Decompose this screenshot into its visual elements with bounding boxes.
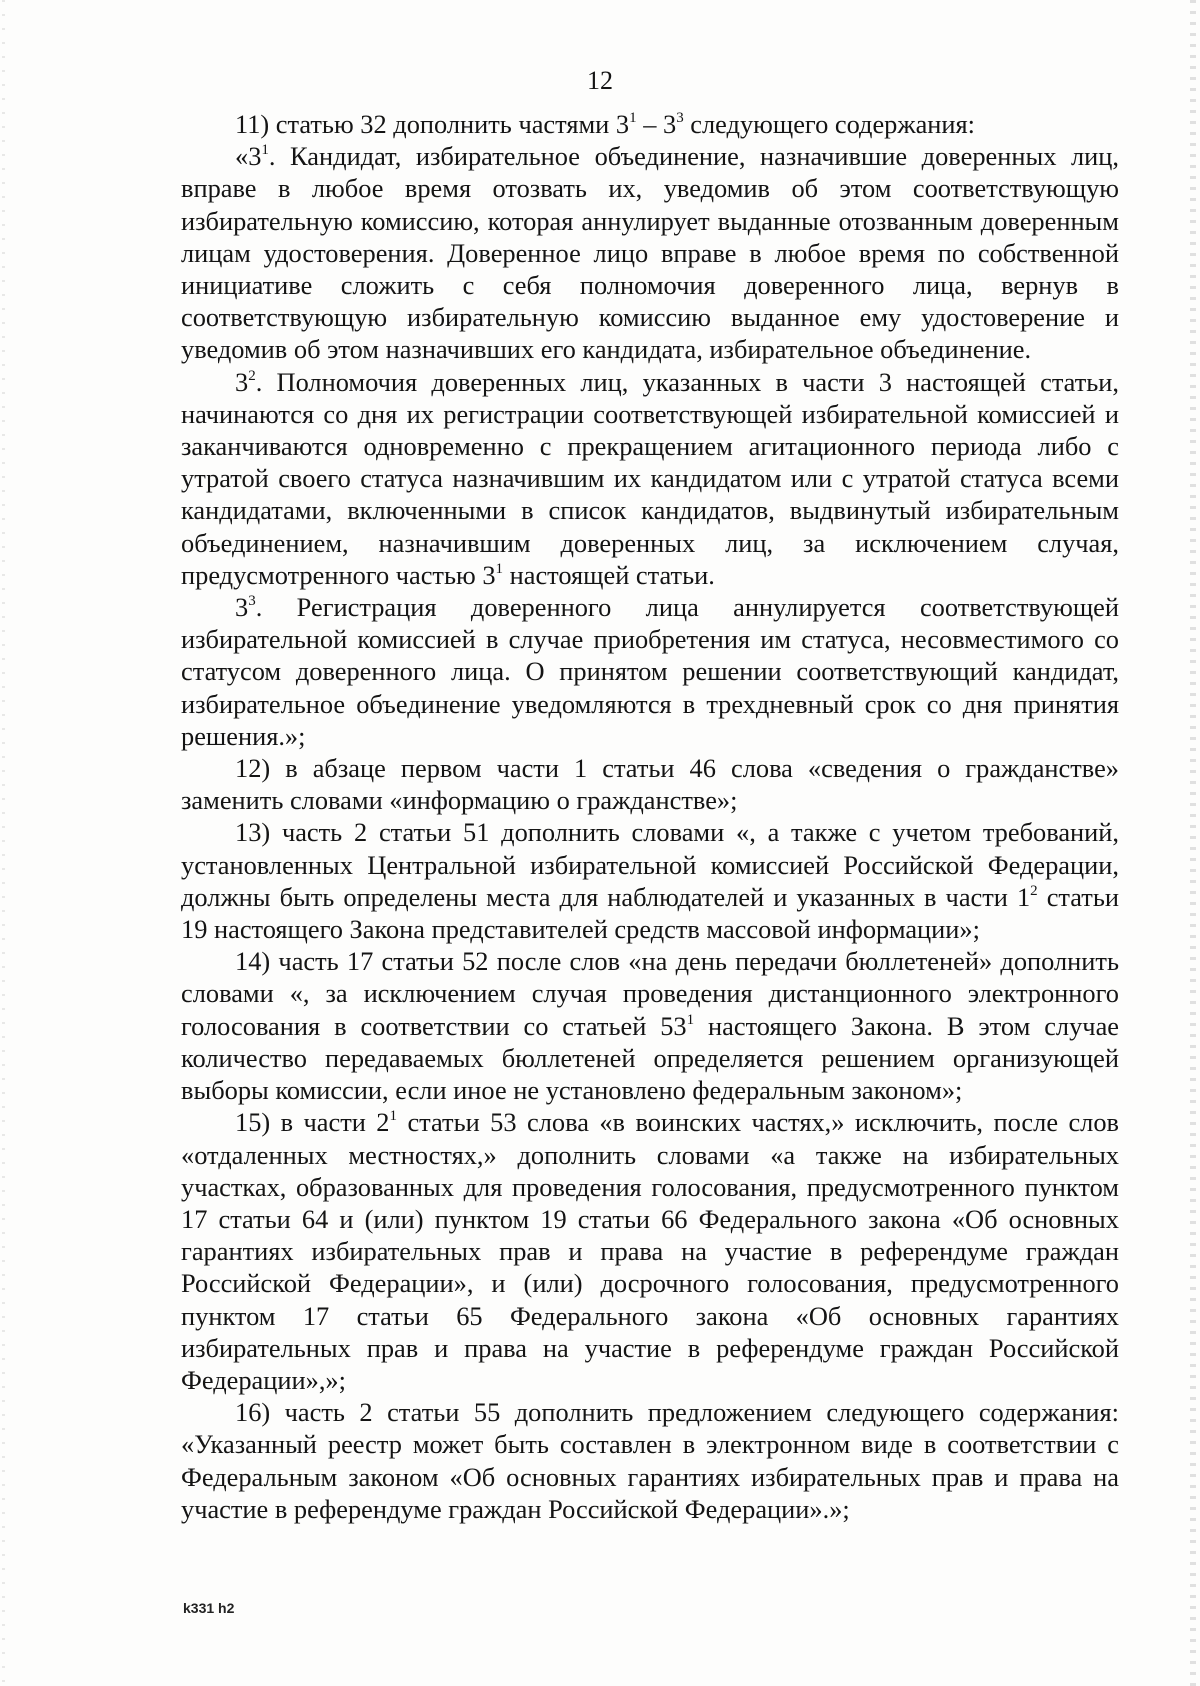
superscript: 2 [1030,882,1038,899]
superscript: 1 [389,1108,398,1125]
item-13 [181,816,1119,945]
text: статьи 19 настоящего Закона представителей средств массовой информации»; [181,881,1119,945]
scan-edge-left [2,0,5,1686]
text: статьи 53 слова «в воинских частях,» исключить, после слов «отдаленных местностях,» дополнить словами «а также на избирательных участках, образованных для проведения голосования, предусмотренного пунктом 17 статьи 64 и (или) пунктом 19 статьи 66 Федерального закона «Об основных гарантиях избирательных прав и права на участие в референдуме граждан Российской Федерации», и (или) досрочного голосования, предусмотренного пунктом 17 статьи 65 Федерального закона «Об основных гарантиях избирательных прав и права на участие в референдуме граждан Российской Федерации»,»; [181,1107,1120,1395]
text: настоящей статьи. [503,559,715,590]
superscript: 3 [248,593,256,610]
text: 15) в части 2 [235,1107,390,1138]
document-reference-code: k331 h2 [183,1600,235,1616]
part-3-1 [181,140,1119,365]
superscript: 1 [495,560,504,577]
item-12: 12) в абзаце первом части 1 статьи 46 слова «сведения о гражданстве» заменить словами «информацию о гражданстве»; [181,753,1119,816]
text: . Полномочия доверенных лиц, указанных в части 3 настоящей статьи, начинаются со дня их регистрации соответствующей избирательной комиссией и заканчиваются одновременно с прекращением агитационного периода либо с утратой своего статуса назначившим их кандидатом или с утратой статуса всеми кандидатами, включенными в список кандидатов, выдвинутый избирательным объединением, назначившим доверенных лиц, за исключением случая, предусмотренного частью 3 [181,366,1119,590]
item-14 [181,945,1119,1106]
text: 14) часть 17 статьи 52 после слов «на день передачи бюллетеней» дополнить словами «, за исключением случая проведения дистанционного электронного голосования в соответствии со статьей 53 [181,946,1119,1041]
text: 11) статью 32 дополнить частями 3 [235,109,630,139]
page-number: 12 [587,66,613,95]
document-body [181,108,1119,1525]
superscript: 1 [629,110,637,126]
superscript: 1 [686,1011,695,1028]
text: 3 [235,366,249,397]
text: 13) часть 2 статьи 51 дополнить словами «, а также с учетом требований, установленных Центральной избирательной комиссией Российской Федерации, должны быть определены места для наблюдателей и указанных в части 1 [181,817,1119,912]
text: настоящего Закона. В этом случае количество передаваемых бюллетеней определяется решением организующей выборы комиссии, если иное не установлено федеральным законом»; [181,1010,1119,1106]
text: . Регистрация доверенного лица аннулируется соответствующей избирательной комиссией в случае приобретения им статуса, несовместимого со статусом доверенного лица. О принятом решении соответствующий кандидат, избирательное объединение уведомляются в трехдневный срок со дня принятия решения.»; [181,592,1119,751]
item-11 [181,108,1119,140]
superscript: 1 [261,142,269,159]
text: – 3 [636,109,677,139]
text: «3 [235,141,262,172]
part-3-2 [181,366,1119,591]
text: . Кандидат, избирательное объединение, назначившие доверенных лиц, вправе в любое время отозвать их, уведомив об этом соответствующую избирательную комиссию, которая аннулирует выданные отозванным доверенным лицам удостоверения. Доверенное лицо вправе в любое время по собственной инициативе сложить с себя полномочия доверенного лица, вернув в соответствующую избирательную комиссию выданное ему удостоверение и уведомив об этом назначивших его кандидата, избирательное объединение. [181,141,1119,365]
superscript: 3 [676,110,684,126]
scan-edge-right [1190,0,1196,1686]
part-3-3 [181,591,1119,752]
item-15 [181,1106,1119,1396]
superscript: 2 [248,367,256,384]
text: 3 [235,592,249,623]
text: следующего содержания: [683,109,976,139]
item-16: 16) часть 2 статьи 55 дополнить предложением следующего содержания: «Указанный реестр может быть составлен в электронном виде в соответствии с Федеральным законом «Об основных гарантиях избирательных прав и права на участие в референдуме граждан Российской Федерации».»; [181,1397,1119,1524]
